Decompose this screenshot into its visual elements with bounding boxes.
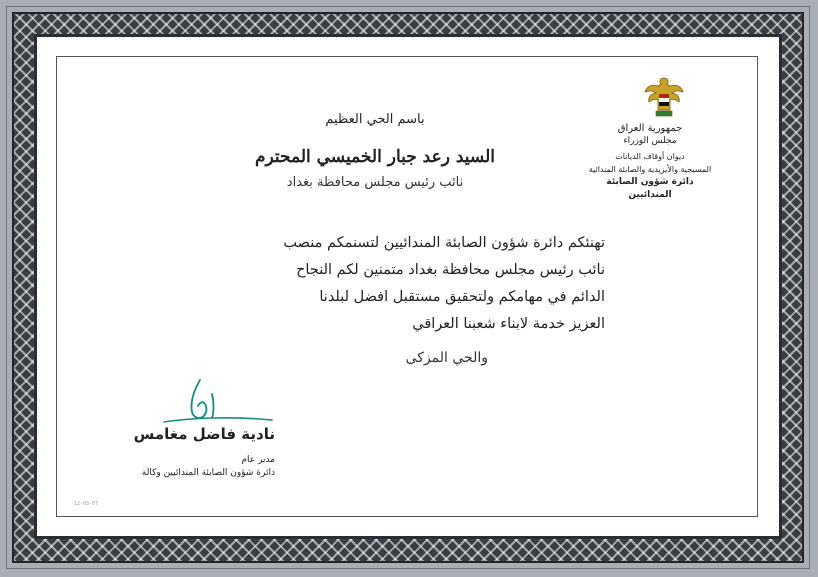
congratulation-text [160,230,605,338]
addressee-title: نائب رئيس مجلس محافظة بغداد [286,175,464,190]
basmala: باسم الحي العظيم [325,112,425,127]
body-line: نائب رئيس مجلس محافظة بغداد متمنين لكم النجاح [296,262,605,278]
letterhead-religions: المسيحية والأيزيدية والصابئة المندائية [588,165,712,174]
letterhead-country: جمهورية العراق [617,123,683,134]
letterhead-diwan: ديوان أوقاف الديانات [615,152,685,161]
stamp-date: 12-03-07 [74,501,99,507]
closing-phrase: والحي المزكى [405,350,488,366]
signer-name: نادية فاضل مغامس [133,425,275,443]
body-line: العزيز خدمة لابناء شعبنا العراقي [412,316,605,332]
body-line: الدائم في مهامكم ولتحقيق مستقبل افضل لبلدنا [319,289,605,305]
signer-role: مدير عام [241,455,275,465]
header-block [150,112,600,190]
addressee-name: السيد رعد جبار الخميسي المحترم [254,147,495,167]
signer-department: دائرة شؤون الصابئة المندائيين وكالة [141,468,275,478]
letterhead-council: مجلس الوزراء [623,136,677,146]
letterhead [585,122,715,202]
letterhead-department: دائرة شؤون الصابئة المندائيين [606,177,694,200]
signer-block [100,425,275,478]
body-line: تهنئكم دائرة شؤون الصابئة المندائيين لتسنمكم منصب [283,235,605,251]
iraq-eagle-emblem-icon [644,72,684,122]
